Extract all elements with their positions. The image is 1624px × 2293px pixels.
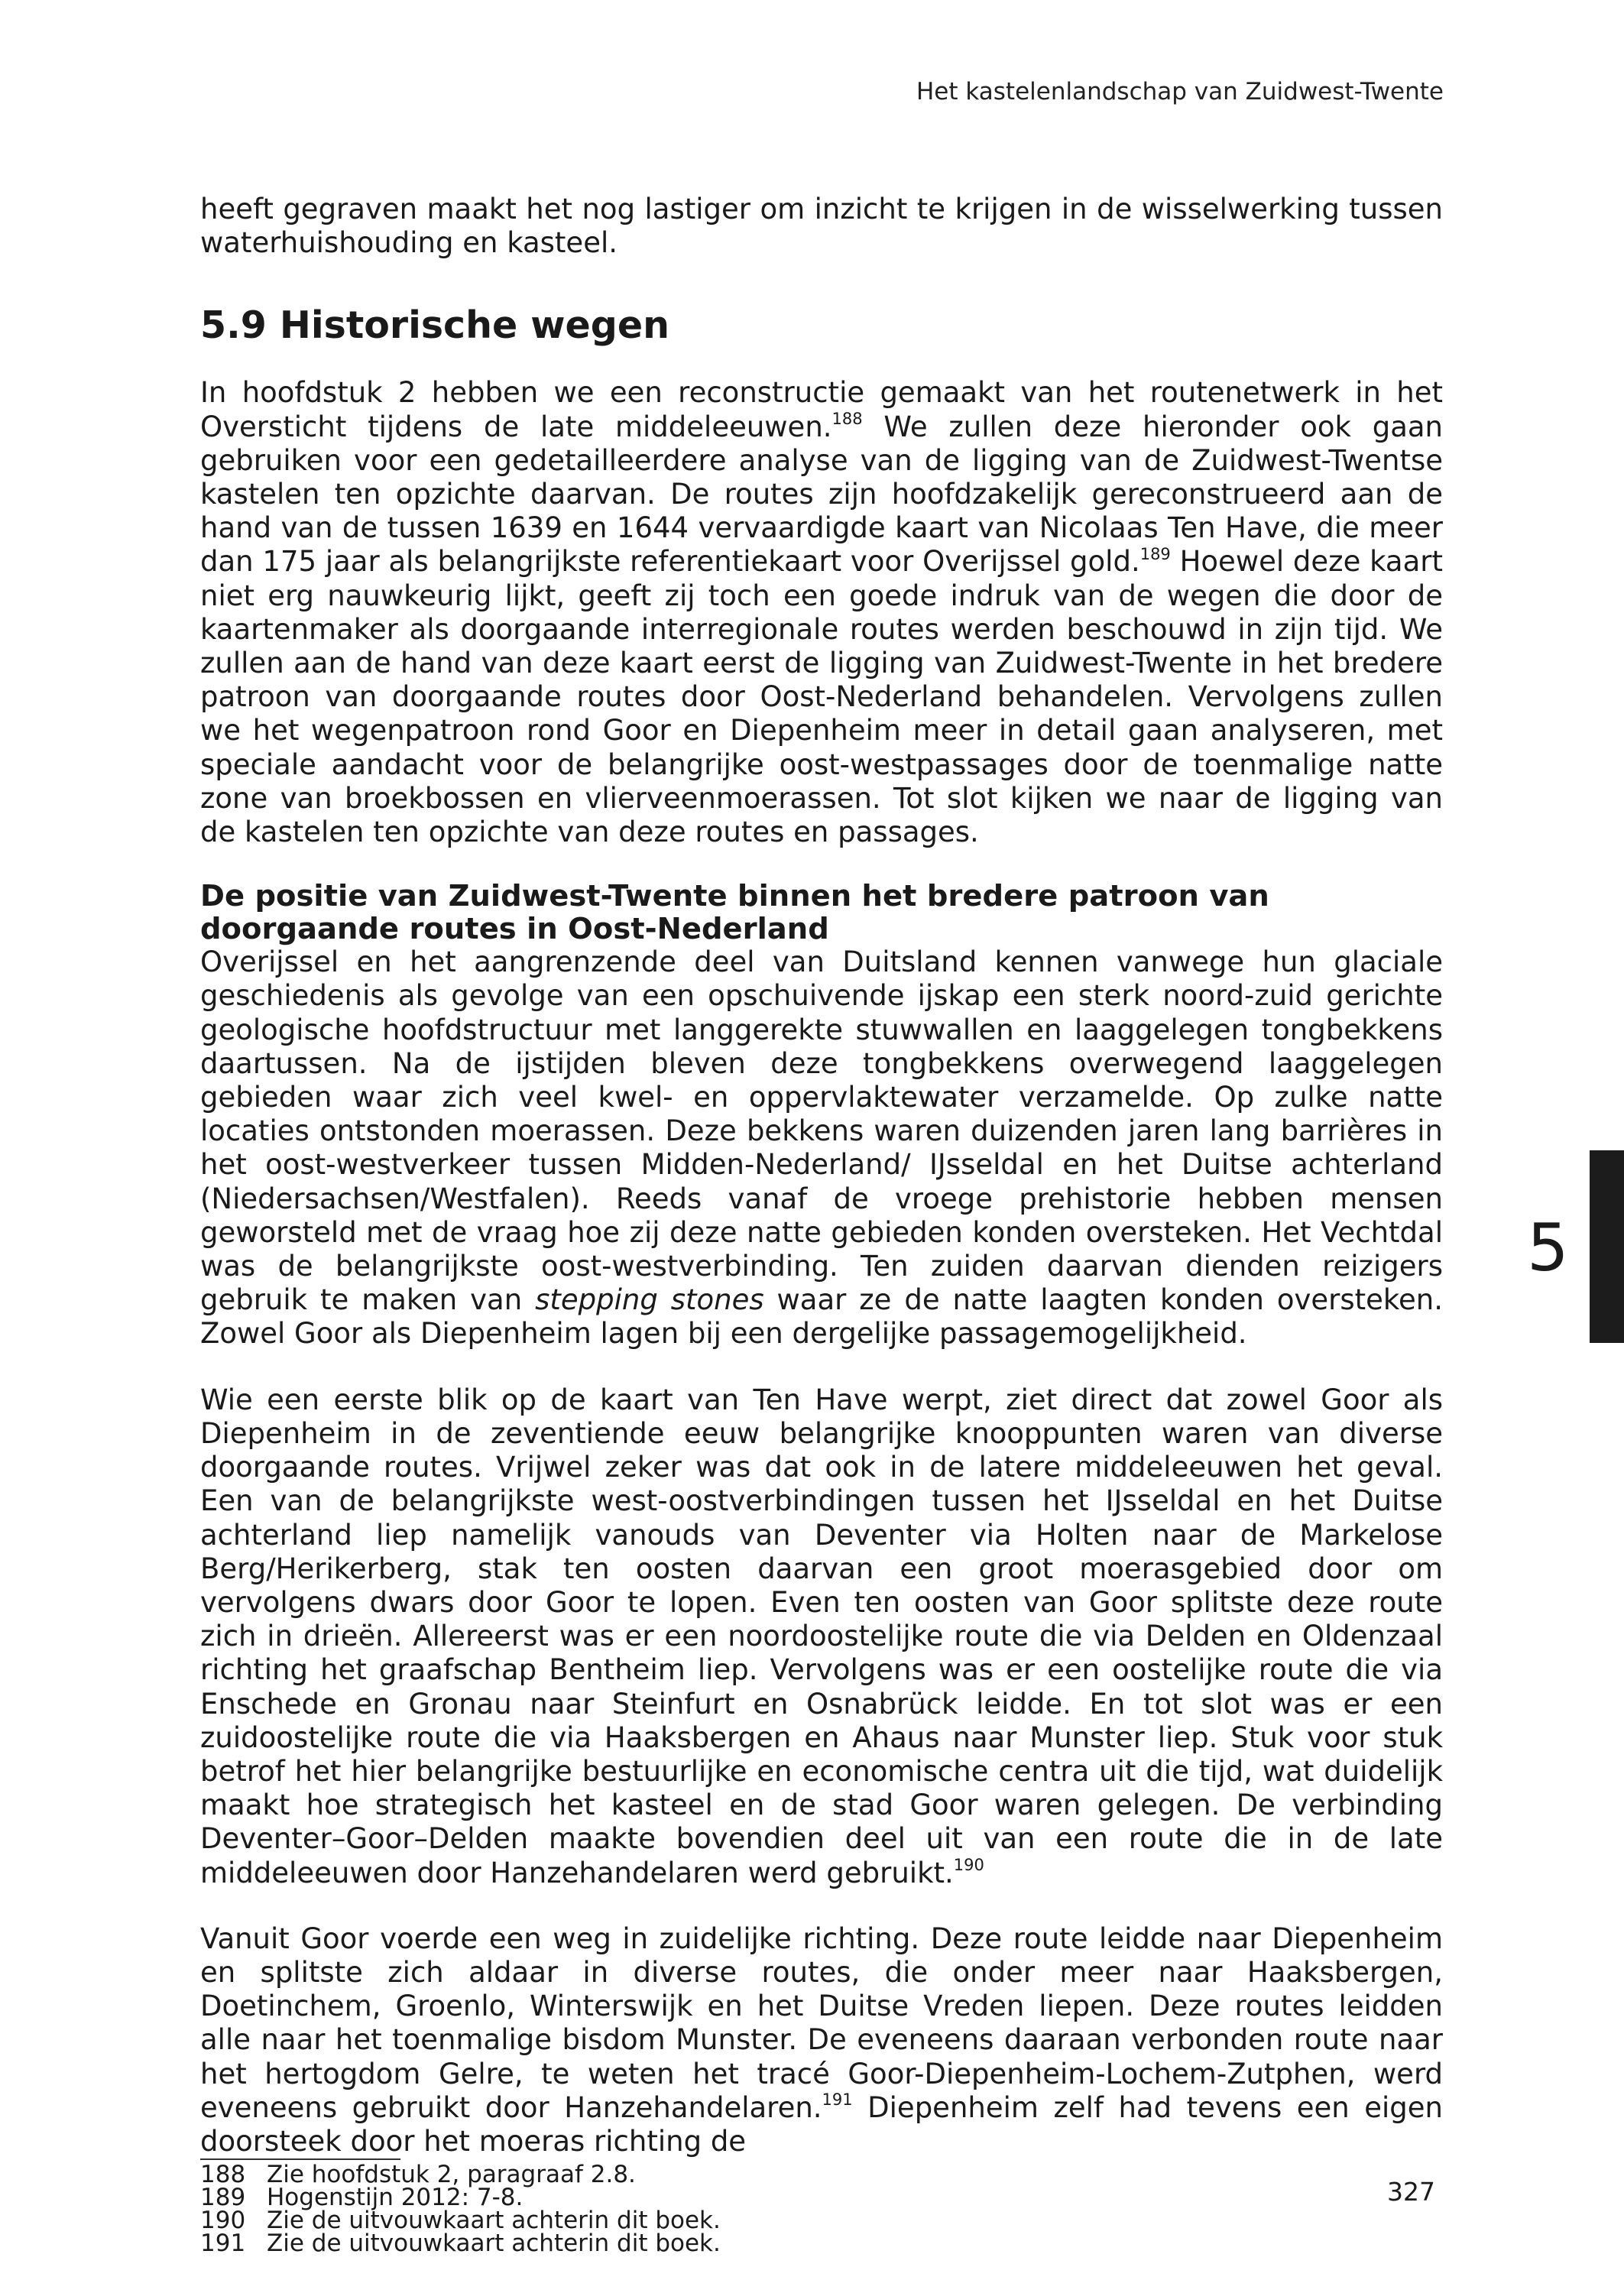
paragraph-text: Overijssel en het aangrenzende deel van Duitsland kennen vanwege hun glaciale geschiedenis als gevolge van een opschuivende ijskap een sterk noord-zuid gerichte geologische hoofdstructuur met langgerekte stuwwallen en laaggelegen tongbekkens daartussen. Na de ijstijden bleven deze tongbekkens overwegend laaggelegen gebieden waar zich veel kwel- en oppervlaktewater verzamelde. Op zulke natte locaties ontstonden moerassen. Deze bekkens waren duizenden jaren lang barrières in het oost-westverkeer tussen Midden-Nederland/ IJsseldal en het Duitse achterland (Niedersachsen/Westfalen). Reeds vanaf de vroege prehistorie hebben mensen geworsteld met de vraag hoe zij deze natte gebieden konden oversteken. Het Vechtdal was de belangrijkste oost-westverbinding. Ten zuiden daarvan dienden reizigers gebruik te maken van bbox=[200, 945, 1443, 1317]
chapter-number: 5 bbox=[1527, 1210, 1569, 1286]
footnote bbox=[200, 2184, 1443, 2212]
paragraph bbox=[200, 945, 1443, 1351]
paragraph bbox=[200, 376, 1443, 849]
chapter-tab bbox=[1590, 1150, 1624, 1343]
footnote-ref: 191 bbox=[822, 2090, 853, 2110]
subsection-heading: De positie van Zuidwest-Twente binnen het bredere patroon van doorgaande routes in Oost-Nederland bbox=[200, 879, 1269, 947]
paragraph-text: In hoofdstuk 2 hebben we een reconstructie gemaakt van het routenetwerk in het Oversticht tijdens de late middeleeuwen. bbox=[200, 376, 1443, 443]
footnote bbox=[200, 2161, 1443, 2189]
footnote-text: Zie hoofdstuk 2, paragraaf 2.8. bbox=[267, 2161, 636, 2189]
footnote-number: 191 bbox=[200, 2230, 246, 2258]
paragraph-text: heeft gegraven maakt het nog lastiger om inzicht te krijgen in de wisselwerking tussen waterhuishouding en kasteel. bbox=[200, 193, 1443, 260]
paragraph-text: Wie een eerste blik op de kaart van Ten Have werpt, ziet direct dat zowel Goor als Diepenheim in de zeventiende eeuw belangrijke knooppunten waren van diverse doorgaande routes. Vrijwel zeker was dat ook in de latere middeleeuwen het geval. Een van de belangrijkste west-oostverbindingen tussen het IJsseldal en het Duitse achterland liep namelijk vanouds van Deventer via Holten naar de Markelose Berg/Herikerberg, stak ten oosten daarvan een groot moerasgebied door om vervolgens dwars door Goor te lopen. Even ten oosten van Goor splitste deze route zich in drieën. Allereerst was er een noordoostelijke route die via Delden en Oldenzaal richting het graafschap Bentheim liep. Vervolgens was er een oostelijke route die via Enschede en Gronau naar Steinfurt en Osnabrück leidde. En tot slot was er een zuidoostelijke route die via Haaksbergen en Ahaus naar Munster liep. Stuk voor stuk betrof het hier belangrijke bestuurlijke en economische centra uit die tijd, wat duidelijk maakt hoe strategisch het kasteel en de stad Goor waren gelegen. De verbinding Deventer–Goor–Delden maakte bovendien deel uit van een route die in de late middeleeuwen door Hanzehandelaren werd gebruikt. bbox=[200, 1383, 1443, 1889]
page-body bbox=[200, 193, 1443, 2258]
paragraph bbox=[200, 1383, 1443, 1890]
footnote-ref: 189 bbox=[1139, 545, 1171, 564]
footnote-number: 189 bbox=[200, 2184, 246, 2212]
footnote-ref: 188 bbox=[831, 410, 863, 429]
running-head: Het kastelenlandschap van Zuidwest-Twente bbox=[916, 78, 1444, 105]
paragraph bbox=[200, 193, 1443, 260]
italic-term: stepping stones bbox=[535, 1283, 764, 1317]
footnote-text: Hogenstijn 2012: 7-8. bbox=[267, 2184, 524, 2212]
footnote-text: Zie de uitvouwkaart achterin dit boek. bbox=[267, 2230, 721, 2258]
footnote bbox=[200, 2230, 1443, 2258]
paragraph-text: We zullen deze hieronder ook gaan gebruiken voor een gedetailleerdere analyse van de ligging van de Zuidwest-Twentse kastelen ten opzichte daarvan. De routes zijn hoofdzakelijk gereconstrueerd aan de hand van de tussen 1639 en 1644 vervaardigde kaart van Nicolaas Ten Have, die meer dan 175 jaar als belangrijkste referentiekaart voor Overijssel gold. bbox=[200, 410, 1443, 579]
paragraph-text: waar ze de natte laagten konden oversteken. Zowel Goor als Diepenheim lagen bij een dergelijke passagemogelijkheid. bbox=[200, 1283, 1443, 1351]
paragraph bbox=[200, 1922, 1443, 2158]
paragraph-text: Hoewel deze kaart niet erg nauwkeurig lijkt, geeft zij toch een goede indruk van de wegen die door de kaartenmaker als doorgaande interregionale routes werden beschouwd in zijn tijd. We zullen aan de hand van deze kaart eerst de ligging van Zuidwest-Twente in het bredere patroon van doorgaande routes door Oost-Nederland behandelen. Vervolgens zullen we het wegenpatroon rond Goor en Diepenheim meer in detail gaan analyseren, met speciale aandacht voor de belangrijke oost-westpassages door de toenmalige natte zone van broekbossen en vlierveenmoerassen. Tot slot kijken we naar de ligging van de kastelen ten opzichte van deze routes en passages. bbox=[200, 545, 1443, 849]
footnote-divider bbox=[200, 2158, 400, 2160]
footnote-text: Zie de uitvouwkaart achterin dit boek. bbox=[267, 2207, 721, 2235]
paragraph-text: Diepenheim zelf had tevens een eigen doorsteek door het moeras richting de bbox=[200, 2090, 1443, 2158]
page-number: 327 bbox=[1387, 2177, 1435, 2207]
section-heading: 5.9 Historische wegen bbox=[200, 303, 669, 348]
footnote-number: 188 bbox=[200, 2161, 246, 2189]
paragraph-text: Vanuit Goor voerde een weg in zuidelijke richting. Deze route leidde naar Diepenheim en splitste zich aldaar in diverse routes, die onder meer naar Haaksbergen, Doetinchem, Groenlo, Winterswijk en het Duitse Vreden liepen. Deze routes leidden alle naar het toenmalige bisdom Munster. De eveneens daaraan verbonden route naar het hertogdom Gelre, te weten het tracé Goor-Diepenheim-Lochem-Zutphen, werd eveneens gebruikt door Hanzehandelaren. bbox=[200, 1922, 1443, 2124]
footnote-number: 190 bbox=[200, 2207, 246, 2235]
footnote-ref: 190 bbox=[953, 1856, 984, 1875]
footnote bbox=[200, 2207, 1443, 2235]
footnotes bbox=[200, 2161, 1443, 2258]
